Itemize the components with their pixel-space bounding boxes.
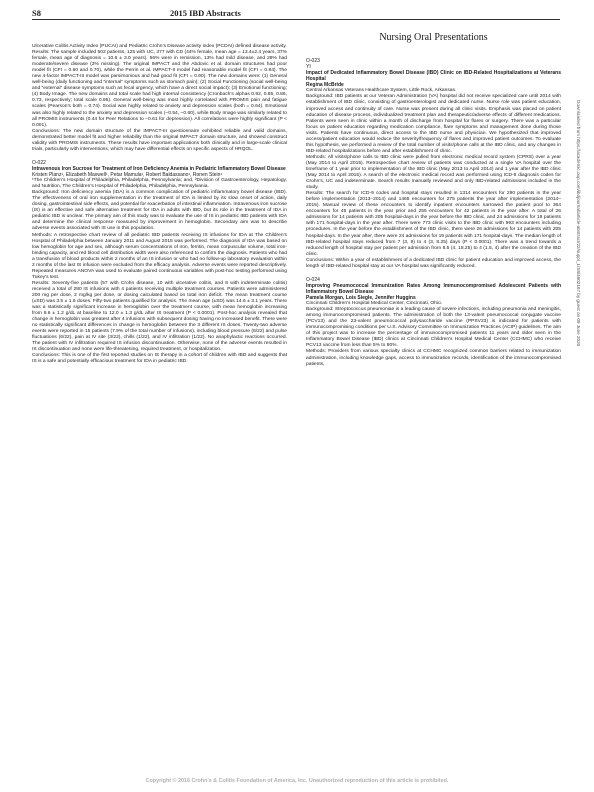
abstract-affiliation: Cincinnati Children’s Hospital Medical Center, Cincinnati, Ohio. [306, 301, 443, 307]
right-column [306, 32, 561, 368]
abstract-results: Results: Seventy-five patients (57 with Crohn disease, 10 with ulcerative colitis, and 8 with indeterminate colitis) received a total of 280 IS infusions with 4 patients receiving multiple treatment courses. Patients were administered 200 mg per dose, 2 mg/kg per dose, or dosing calculated based on total iron deficit. The mean treatment course (±SD) was 3.5 ± 1.6 doses. Fifty-two patients qualified for analysis. The mean age (±SD) was 14.6 ± 3.1 years. There was a statistically significant increase in hemoglobin over the treatment course, with mean hemoglobin increasing from 9.6 ± 1.2 g/dL at baseline to 12.0 ± 1.3 g/dL after IS treatment (P < 0.0001). Post-hoc analysis revealed that change in hemoglobin was greatest after 4 infusions with subsequent dosing having no increased benefit. There were no statistically significant differences in change in hemoglobin between the 3 different IS doses. Twenty-two adverse events were reported in 15 patients (7.9% of the total number of infusions), including blood pressure (8/22) and pulse fluctuations (6/22), pain at IV site (3/22), chills (1/22), and IV infiltration (1/22). No anaphylactic reactions occurred. The patient with IV infiltration required IS infusion discontinuation. Otherwise, none of the adverse events resulted in IS discontinuation and none were life-threatening, required treatment, or hospitalization. [32, 280, 287, 353]
journal-title: 2015 IBD Abstracts [170, 8, 241, 18]
copyright-footer: Copyright © 2016 Crohn’s & Colitis Foundation of America, Inc. Unauthorized reproduction of this article is prohibited. [145, 778, 449, 784]
abstract-conclusions: Conclusions: This is one of the first reported studies on IS therapy in a cohort of children with IBD and suggests that IS is a safe and potentially efficacious treatment for IDA in pediatric IBD. [32, 353, 287, 365]
abstract-id: O-023 [306, 58, 320, 64]
page-number: S8 [32, 8, 41, 18]
abstract-continuation: Ulcerative Colitis Activity Index (PUCAI) and Pediatric Crohn’s Disease activity index (PCDAI) defined disease activity. [32, 44, 287, 49]
abstract-background: Background: Streptococcus pneumoniae is a leading cause of severe infections, including pneumonia and meningitis, among immunocompromised patients. The administration of both the 13-valent pneumococcal conjugate vaccine (PCV13) and the 23-valent pneumococcal polysaccharide vaccine (PPSV23) is indicated for patients with immunocompromising conditions per U.S. Advisory Committee on Immunization Practices (ACIP) guidelines. The aim of this project was to increase the percentage of immunocompromised patients 11 years and older seen in the Inflammatory Bowel Disease (IBD) clinics at Cincinnati Children’s Hospital Medical Center (CCHMC) who receive PCV13 vaccine from less than 5% to 80%. [306, 307, 561, 349]
header-divider [32, 19, 560, 20]
abstract-background: Background: Iron deficiency anemia (IDA) is a common complication of pediatric inflammatory bowel disease (IBD). The effectiveness of oral iron supplementation in the treatment of IDA is limited by its slow onset of action, daily dosing, gastrointestinal side effects, and potential for exacerbation of intestinal inflammation. Intravenous iron sucrose (IS) is an effective and safe alternative treatment for IDA in adults with IBD, but its role in the treatment of IDA in pediatric IBD is unclear. The primary aim of this study was to evaluate the use of IS in pediatric IBD patients with IDA and determine the clinical response measured by improvement in hemoglobin. Secondary aim was to describe adverse events associated with IS use in this population. [32, 190, 287, 232]
abstract-id: O-022 [32, 159, 46, 166]
abstract-title: Impact of Dedicated Inflammatory Bowel Disease (IBD) Clinic on IBD-Related Hospitalizations at Veterans Hospital [306, 70, 561, 83]
abstract-methods: Methods: Providers from various specialty clinics at CCHMC recognized common barriers related to immunization administration, including knowledge gaps, access to immunization records, identification of the immunocompromised patients, [306, 349, 561, 367]
abstract-conclusions: Conclusions: The new domain structure of the IMPACT-III questionnaire exhibited reliable and valid domains, demonstrated better model fit and higher reliability than the original IMPACT domain structure, and showed construct validity with PROMIS instruments. These results have important applications both clinically and in large-scale clinical trials, particularly with interventions, which may have differential effects on specific aspects of HRQOL. [32, 128, 287, 152]
abstract-methods: Methods: A retrospective chart review of all pediatric IBD patients receiving IS infusions for IDA at The Children’s Hospital of Philadelphia between January 2011 and August 2015 was performed. The diagnosis of IDA was based on low hemoglobin for age and sex, although serum concentrations of iron, ferritin, mean corpuscular volume, total iron-binding capacity, and red blood cell distribution width were also referenced to confirm the diagnosis. Patients who had a transfusion of blood products within 2 months of an IS infusion or who had no follow-up laboratory evaluation within 2 months of the last IS infusion were excluded from the efficacy analysis. Adverse events were reported descriptively. Repeated measures ANOVA was used to evaluate paired continuous variables with post-hoc testing performed using Tukey’s test. [32, 232, 287, 280]
download-watermark: Downloaded from https://academic.oup.com/ibdjournal/article-abstract/22/suppl_1/S8/4602167 by guest on 09 June 2020 [576, 100, 581, 347]
abstract-author-name: Regina McBride [306, 82, 344, 89]
abstract-methods: Methods: All visits/phone calls to IBD clinic were pulled from electronic medical record system (CPRS) over a year (May 2014 to April 2015). Retrospective chart review of patients was conducted at a single VA hospital over the timeframe of 1 year prior to implementation of the IBD clinic (May 2013 to April 2014) and 1 year after the IBD clinic (May 2014 to April 2015). A search of the electronic medical record was performed using ICD-9 diagnosis codes for Crohn’s, UC and indeterminate. Search results manually reviewed and only IBD-related admissions included in the study. [306, 154, 561, 191]
abstract-title: Improving Pneumococcal Immunization Rates Among Immunocompromised Adolescent Patients with Inflammatory Bowel Disease [306, 282, 561, 295]
abstract-results: Results: The search for ICD-9 codes and hospital stays resulted in 1314 encounters for 290 patients in the year before implementation (2013–2014) and 1465 encounters for 275 patients the year after implementation (2014–2015). Manual review of these encounters to identify inpatient encounters narrowed the patient pool to 364 encounters for 45 patients in the year prior and 255 encounters for 42 patients in the year after. A total of 26 admissions for 14 patients with 205 hospital-days in the year before the IBD clinic, and 24 admissions for 19 patients with 171 hospital-days in the year after. There were 773 clinic visits to the IBD clinic with 993 encounters including procedures. In the year before the establishment of the IBD clinic, there were 26 admissions for 14 patients with 205 hospital-days. In the year after, there were 24 admissions for 19 patients with 171 hospital-days. The median length of IBD-related hospital stays reduced from 7 (3, 9) to 4 (3, 8.25) days (P < 0.0001). There was a trend towards a reduced length of hospital stay per patient per admission from 8.5 (4, 18.25) to 4 (1.5, 4) after the creation of the IBD clinic. [306, 191, 561, 257]
abstract-background: Background: IBD patients at our Veteran Administration (VA) hospital did not receive specialized care until 2014 with establishment of IBD clinic, consisting of gastroenterologist and dedicated nurse. Nurse role was patient education, improved access and continuity of care. Nurse was present during all clinic visits. Emphasis was placed on patient education of disease process, individualized treatment plan and therapeutic/adverse effects of different medications. Patients were seen in clinic within a month of discharge from hospital for flares or surgery. There was a particular focus on patient education regarding medication compliance, flare symptoms and management done during those visits. Patients have continuous, direct access to the IBD nurse and physician. We hypothesized that improved access/patient education would reduce the severity/frequency of flares and improved patient outcomes. To evaluate this hypothesis, we performed a review of the total number of visits/phone calls at the IBD clinic, and any changes in IBD-related hospitalizations before and after establishment of clinic. [306, 94, 561, 154]
abstract-author-name: Pamela Morgan, Lois Siegle, Jennifer Huggins [306, 295, 416, 302]
abstract-affiliation: ¹The Children’s Hospital of Philadelphia, Philadelphia, Pennsylvania; and, ²Division of Gastroenterology, Hepatology, and Nutrition, The Children’s Hospital of Philadelphia, Philadelphia, Pennsylvania. [32, 178, 287, 190]
abstract-o023 [306, 58, 561, 270]
section-title: Nursing Oral Presentations [379, 32, 488, 43]
abstract-label: YI [306, 64, 311, 71]
abstract-title: Intravenous Iron Sucrose for Treatment of Iron Deficiency Anemia in Pediatric Inflammatory Bowel Disease [32, 165, 286, 172]
abstract-o022 [32, 160, 287, 366]
left-column [32, 44, 287, 366]
abstract-id: O-024 [306, 276, 320, 283]
spacer [32, 153, 287, 160]
abstract-affiliation: Central Arkansas Veterans Healthcare System, Little Rock, Arkansas. [306, 88, 457, 94]
abstract-results: Results: The sample included 502 patients, 125 with UC, 377 with CD (44% female, mean age = 13.4±2.4 years, 37% female, mean age of diagnosis = 10.6 ± 3.0 years). 56% were in remission, 13% had mild disease, and 28% had moderate/severe disease (3% missing). The original IMPACT and the Abdovic et al. domain structures had poor model fit (CFI = 0.60 and 0.70), while the Perrin et al. IMPACT-II model had reasonable model fit (CFI = 0.84). The new 4-factor IMPACT-III model was parsimonious and had good fit (CFI = 0.90). The new domains were: (1) General well-being (daily functioning and “internal” symptoms such as stomach pain); (2) Social Functioning (social well-being and “external” disease symptoms such as fecal urgency, which have a direct social impact); (3) Emotional functioning; (4) Body Image. The new domains and total scale had high internal consistency (Cronbach’s alphas 0.92, 0.85, 0.86, 0.73, respectively; total scale 0.95). General well-being was most highly correlated with PROMIS pain and fatigue scales (Pearson’s both = 0.74). Social was highly related to anxiety and depression scales (both = 0.64). Emotional was also highly related to the anxiety and depression scales (−0.54, −0.60), while Body Image was similarly related to all PROMIS instruments (0.44 for Peer Relations to −0.61 for depression). All correlations were highly significant (P < 0.001). [32, 50, 287, 128]
abstract-conclusions: Conclusions: Within a year of establishment of a dedicated IBD clinic for patient education and improved access, the length of IBD-related hospital stay at our VA hospital was significantly reduced. [306, 257, 561, 269]
abstract-o024 [306, 277, 561, 368]
abstract-authors: Kristen Planz¹, Elizabeth Maxwell¹, Petar Mamula¹, Robert Baldassano¹, Ronen Stein¹ [32, 171, 223, 178]
spacer [306, 270, 561, 277]
